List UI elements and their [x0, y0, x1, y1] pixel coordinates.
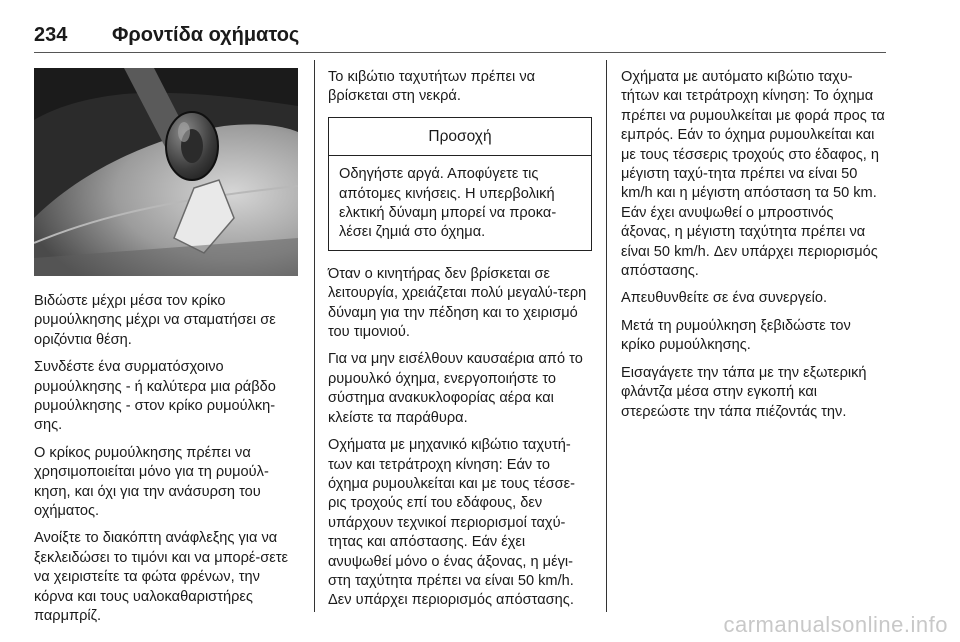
paragraph: Οχήματα με αυτόματο κιβώτιο ταχυ-τήτων και τετράτροχη κίνηση: Το όχημα πρέπει να ρυμουλκείται με φορά προς τα εμπρός. Εάν το όχημα ρυμουλκείται και με τους τέσσερις τροχούς στο έδαφος, η μέγιστη ταχύ-τητα πρέπει να είναι 50 km/h και η μέγιστη απόσταση τα 50 km. Εάν έχει ανυψωθεί ο μπροστινός άξονας, η μέγιστη ταχύτητα πρέπει να είναι 50 km/h. Δεν υπάρχει περιορισμός απόστασης. — [621, 69, 885, 280]
column-3 — [621, 68, 887, 430]
paragraph: Οχήματα με μηχανικό κιβώτιο ταχυτή-των και τετράτροχη κίνηση: Εάν το όχημα ρυμουλκείται και με τους τέσσε-ρις τροχούς επί του εδάφους, δεν υπάρχουν τεχνικοί περιορισμοί ταχύ-τητας και απόστασης. Εάν έχει ανυψωθεί μόνο ο ένας άξονας, η μέγι-στη ταχύτητα πρέπει να είναι 50 km/h. Δεν υπάρχει περιορισμός απόστασης. — [328, 437, 576, 609]
page-header — [34, 24, 886, 50]
column-divider-1 — [314, 60, 315, 612]
paragraph: Απευθυνθείτε σε ένα συνεργείο. — [621, 290, 828, 307]
caution-box — [328, 117, 592, 251]
paragraph: Το κιβώτιο ταχυτήτων πρέπει να βρίσκεται στη νεκρά. — [328, 69, 536, 105]
paragraph: Μετά τη ρυμούλκηση ξεβιδώστε τον κρίκο ρυμούλκησης. — [621, 317, 851, 354]
paragraph: Ανοίξτε το διακόπτη ανάφλεξης για να ξεκλειδώσει το τιμόνι και να μπορέ-σετε να χειριστείτε τα φώτα φρένων, την κόρνα και τους υαλοκαθαριστήρες παρμπρίζ. — [34, 530, 289, 625]
column-1 — [34, 292, 302, 635]
header-rule — [34, 52, 886, 53]
paragraph: Για να μην εισέλθουν καυσαέρια από το ρυμουλκό όχημα, ενεργοποιήστε το σύστημα ανακυκλοφορίας αέρα και κλείστε τα παράθυρα. — [328, 351, 583, 426]
chapter-title: Φροντίδα οχήματος — [112, 24, 300, 46]
towing-eye-image — [34, 68, 298, 276]
paragraph: Ο κρίκος ρυμούλκησης πρέπει να χρησιμοποιείται μόνο για τη ρυμούλ-κηση, και όχι για την ανάσυρση του οχήματος. — [34, 444, 269, 520]
paragraph: Όταν ο κινητήρας δεν βρίσκεται σε λειτουργία, χρειάζεται πολύ μεγαλύ-τερη δύναμη για την πέδηση και το χειρισμό του τιμονιού. — [328, 265, 587, 341]
paragraph: Εισαγάγετε την τάπα με την εξωτερική φλάντζα μέσα στην εγκοπή και στερεώστε την τάπα πιέζοντάς την. — [621, 364, 867, 420]
paragraph: Συνδέστε ένα συρματόσχοινο ρυμούλκησης - ή καλύτερα μια ράβδο ρυμούλκησης - στον κρίκο ρυμούλκη-σης. — [34, 359, 276, 434]
column-2 — [328, 68, 592, 619]
caution-text: Οδηγήστε αργά. Αποφύγετε τις απότομες κινήσεις. Η υπερβολική ελκτική δύναμη μπορεί να προκα-λέσει ζημιά στο όχημα. — [339, 166, 557, 241]
towing-eye-illustration — [34, 68, 298, 276]
paragraph: Βιδώστε μέχρι μέσα τον κρίκο ρυμούλκησης μέχρι να σταματήσει σε οριζόντια θέση. — [34, 293, 276, 348]
watermark: carmanualsonline.info — [723, 612, 948, 637]
page-number: 234 — [34, 24, 68, 46]
caution-title: Προσοχή — [329, 118, 591, 156]
column-divider-2 — [606, 60, 607, 612]
